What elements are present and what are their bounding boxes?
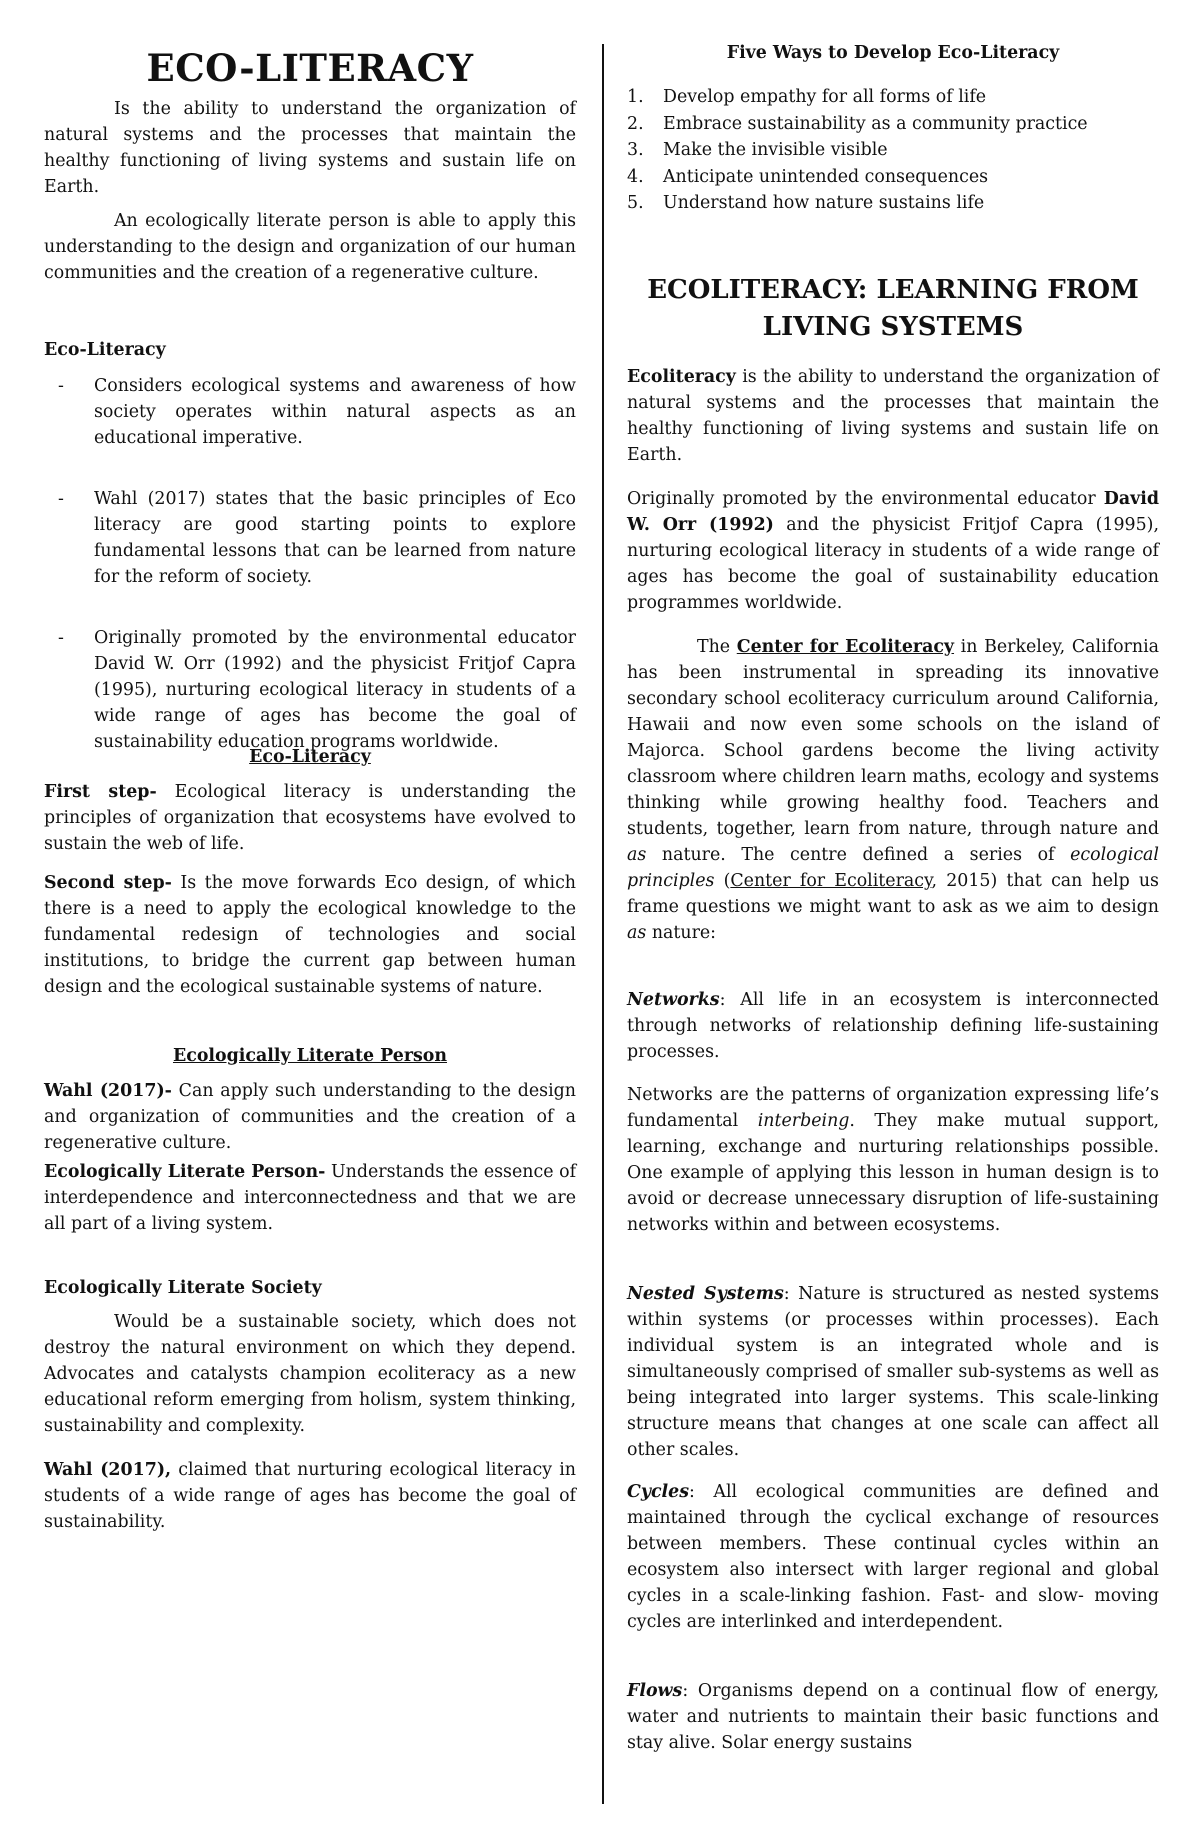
literate-society-paragraph: Would be a sustainable society, which does not destroy the natural environment on which they depend. Advocates and catalysts champion ecoliteracy as a new educational reform emerging from holism, system thinking, sustainability and complexity. — [44, 1312, 576, 1436]
center-for-ecoliteracy-paragraph: The Center for Ecoliteracy in Berkeley, California has been instrumental in spreading its innovative secondary school ecoliteracy curriculum around California, Hawaii and now even some schools on the island of Majorca. School gardens become the living activity classroom where children learn maths, ecology and systems thinking while growing healthy food. Teachers and students, together, learn from nature, through nature and as nature. The centre defined a series of ecological principles (Center for Ecoliteracy, 2015) that can help us frame questions we might want to ask as we aim to design as nature: — [627, 637, 1159, 943]
networks-detail-paragraph: Networks are the patterns of organization expressing life’s fundamental interbeing. They make mutual support, learning, exchange and nurturing relationships possible. One example of applying this lesson in human design is to avoid or decrease unnecessary disruption of life-sustaining networks within and between ecosystems. — [627, 1085, 1159, 1235]
wahl2-label: Wahl (2017), — [44, 1460, 172, 1480]
page-title: ECO-LITERACY — [146, 46, 474, 90]
literate-person-paragraph — [44, 1159, 576, 1237]
networks-term: Networks — [627, 990, 720, 1010]
flows-term: Flows — [627, 1681, 683, 1701]
literate-person-text: Understands the essence of interdependence and interconnectedness and that we are all part of a living system. — [44, 1162, 577, 1234]
literate-person-label: Ecologically Literate Person- — [44, 1162, 326, 1182]
ecoliteracy-definition-paragraph: Ecoliteracy is the ability to understand the organization of natural systems and the processes that maintain the healthy functioning of living systems and sustain life on Earth. — [627, 367, 1159, 465]
orr-paragraph: Originally promoted by the environmental educator David W. Orr (1992) and the physicist Fritjof Capra (1995), nurturing ecological literacy in students of a wide range of ages has become the goal of sustainability education programmes worldwide. — [627, 489, 1159, 613]
wahl-text: Can apply such understanding to the design and organization of communities and the creation of a regenerative culture. — [44, 1081, 577, 1153]
list-item: 3. Make the invisible visible — [627, 140, 888, 160]
nested-systems-paragraph: Nested Systems: Nature is structured as nested systems within systems (or processes within processes). Each individual system is an integrated whole and is simultaneously comprised of smaller sub-systems as well as being integrated into larger systems. This scale-linking structure means that changes at one scale can affect all other scales. — [627, 1284, 1159, 1460]
list-item: 5. Understand how nature sustains life — [627, 193, 985, 213]
bullet-text: Considers ecological systems and awareness of how society operates within natural aspects as an educational imperative. — [94, 376, 576, 448]
wahl-paragraph — [44, 1078, 576, 1156]
list-item — [44, 373, 576, 451]
five-ways-list — [627, 84, 1159, 217]
section-heading-eco-literacy: Eco-Literacy — [44, 340, 166, 360]
second-step-text: Is the move forwards Eco design, of which there is a need to apply the ecological knowledge to the fundamental redesign of technologies and social institutions, to bridge the current gap between human design and the ecological sustainable systems of nature. — [44, 873, 577, 997]
list-item: 1. Develop empathy for all forms of life — [627, 87, 987, 107]
column-divider — [602, 44, 604, 1804]
first-step-label: First step- — [44, 782, 157, 802]
wahl2-paragraph — [44, 1457, 576, 1535]
section-title-living-systems: ECOLITERACY: LEARNING FROM LIVING SYSTEMS — [647, 275, 1139, 342]
networks-paragraph: Networks: All life in an ecosystem is interconnected through networks of relationship defining life-sustaining processes. — [627, 990, 1159, 1062]
bullet-marker: - — [58, 376, 64, 396]
list-item — [44, 625, 576, 755]
wahl-label: Wahl (2017)- — [44, 1081, 172, 1101]
bullet-text: Wahl (2017) states that the basic principles of Eco literacy are good starting points to explore fundamental lessons that can be learned from nature for the reform of society. — [94, 489, 576, 587]
bullet-text: Originally promoted by the environmental educator David W. Orr (1992) and the physicist Fritjof Capra (1995), nurturing ecological literacy in students of a wide range of ages has become the goal of sustainability education programs worldwide. — [94, 628, 576, 752]
five-ways-heading: Five Ways to Develop Eco-Literacy — [726, 43, 1060, 63]
bullet-marker: - — [58, 489, 64, 509]
list-item — [44, 486, 576, 590]
second-step-paragraph — [44, 870, 576, 1000]
intro-paragraph-1: Is the ability to understand the organization of natural systems and the processes that maintain the healthy functioning of living systems and sustain life on Earth. — [44, 99, 576, 197]
orr-name: David W. Orr (1992) — [627, 489, 1159, 535]
first-step-paragraph — [44, 779, 576, 857]
cycles-paragraph: Cycles: All ecological communities are defined and maintained through the cyclical exchange of resources between members. These continual cycles within an ecosystem also intersect with larger regional and global cycles in a scale-linking fashion. Fast- and slow- moving cycles are interlinked and interdependent. — [627, 1482, 1159, 1632]
intro-paragraph-2: An ecologically literate person is able to apply this understanding to the design and organization of our human communities and the creation of a regenerative culture. — [44, 211, 576, 283]
section-heading-eco-literacy-2: Eco-Literacy — [249, 747, 371, 767]
ecoliteracy-term: Ecoliteracy — [627, 367, 736, 387]
nested-systems-term: Nested Systems — [627, 1284, 784, 1304]
section-heading-literate-society: Ecologically Literate Society — [44, 1278, 322, 1298]
cycles-term: Cycles — [627, 1482, 689, 1502]
list-item: 2. Embrace sustainability as a community practice — [627, 113, 1088, 134]
wahl2-text: claimed that nurturing ecological literacy in students of a wide range of ages has become the goal of sustainability. — [44, 1460, 576, 1532]
center-for-ecoliteracy-link[interactable]: Center for Ecoliteracy — [736, 637, 955, 657]
list-item: 4. Anticipate unintended consequences — [627, 166, 989, 187]
second-step-label: Second step- — [44, 873, 172, 893]
section-heading-literate-person: Ecologically Literate Person — [172, 1046, 448, 1066]
bullet-marker: - — [58, 628, 64, 648]
center-for-ecoliteracy-citation-link[interactable]: Center for Ecoliteracy — [730, 871, 932, 891]
flows-paragraph: Flows: Organisms depend on a continual flow of energy, water and nutrients to maintain their basic functions and stay alive. Solar energy sustains — [627, 1681, 1159, 1753]
first-step-text: Ecological literacy is understanding the principles of organization that ecosystems have evolved to sustain the web of life. — [44, 782, 576, 854]
